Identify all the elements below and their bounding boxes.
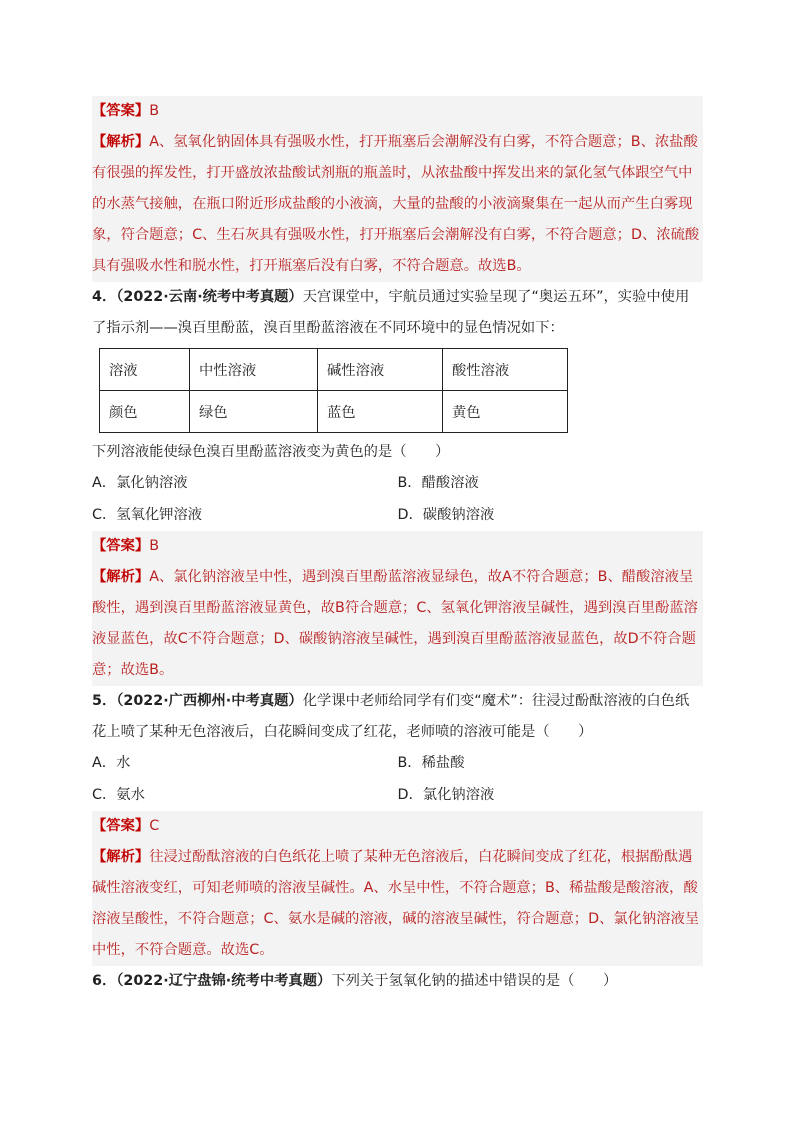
question-5 [92, 686, 703, 748]
q3-answer-line [92, 96, 703, 127]
explanation-text: A、氢氧化钠固体具有强吸水性，打开瓶塞后会潮解没有白雾，不符合题意；B、浓盐酸有很强的挥发性，打开盛放浓盐酸试剂瓶的瓶盖时，从浓盐酸中挥发出来的氯化氢气体跟空气中的水蒸气接触，在瓶口附近形成盐酸的小液滴，大量的盐酸的小液滴聚集在一起从而产生白雾现象，符合题意；C、生石灰具有强吸水性，打开瓶塞后会潮解没有白雾，不符合题意；D、浓硫酸具有强吸水性和脱水性，打开瓶塞后没有白雾，不符合题意。故选B。 [92, 134, 700, 274]
explanation-tag: 【解析】 [92, 569, 150, 585]
question-number: 6． [92, 973, 117, 989]
answer-tag: 【答案】 [92, 818, 150, 834]
question-4-options [92, 468, 703, 531]
q4-answer-block [92, 531, 703, 686]
option-c: C．氨水 [92, 786, 145, 803]
question-number: 5． [92, 693, 117, 709]
indicator-color-table [99, 348, 568, 433]
question-stem: 下列关于氢氧化钠的描述中错误的是（ ） [331, 973, 618, 989]
question-stem: 天宫课堂中，宇航员通过实验呈现了“奥运五环”，实验中使用了指示剂——溴百里酚蓝，溴百里酚蓝溶液在不同环境中的显色情况如下： [92, 289, 690, 336]
option-a: A．氯化钠溶液 [92, 475, 188, 491]
option-b: B．醋酸溶液 [397, 475, 479, 491]
page-content [92, 96, 703, 997]
table-cell: 绿色 [190, 391, 318, 433]
table-cell: 酸性溶液 [443, 349, 568, 391]
table-cell: 颜色 [100, 391, 190, 433]
explanation-tag: 【解析】 [92, 849, 150, 865]
question-5-options [92, 748, 703, 811]
question-source: （2022·云南·统考中考真题） [116, 289, 303, 305]
question-source: （2022·辽宁盘锦·统考中考真题） [116, 973, 332, 989]
question-6 [92, 966, 703, 997]
explanation-tag: 【解析】 [92, 134, 150, 150]
q3-answer-block [92, 96, 703, 282]
answer-value: B [149, 538, 159, 554]
table-cell: 黄色 [443, 391, 568, 433]
q5-answer-block [92, 811, 703, 966]
question-source: （2022·广西柳州·中考真题） [116, 693, 303, 709]
option-d: D．碳酸钠溶液 [397, 506, 495, 523]
explanation-text: A、氯化钠溶液呈中性，遇到溴百里酚蓝溶液显绿色，故A不符合题意；B、醋酸溶液呈酸性，遇到溴百里酚蓝溶液显黄色，故B符合题意；C、氢氧化钾溶液呈碱性，遇到溴百里酚蓝溶液显蓝色，故C不符合题意；D、碳酸钠溶液呈碱性，遇到溴百里酚蓝溶液显蓝色，故D不符合题意；故选B。 [92, 569, 698, 678]
question-4 [92, 282, 703, 344]
table-cell: 蓝色 [318, 391, 443, 433]
answer-tag: 【答案】 [92, 538, 150, 554]
table-cell: 碱性溶液 [318, 349, 443, 391]
question-number: 4． [92, 289, 117, 305]
option-b: B．稀盐酸 [397, 755, 465, 771]
explanation-text: 往浸过酚酞溶液的白色纸花上喷了某种无色溶液后，白花瞬间变成了红花，根据酚酞遇碱性溶液变红，可知老师喷的溶液呈碱性。A、水呈中性，不符合题意；B、稀盐酸是酸溶液，酸溶液呈酸性，不符合题意；C、氨水是碱的溶液，碱的溶液呈碱性，符合题意；D、氯化钠溶液呈中性，不符合题意。故选C。 [92, 849, 700, 958]
table-cell: 中性溶液 [190, 349, 318, 391]
q4-explanation [92, 569, 698, 678]
option-a: A．水 [92, 755, 131, 771]
option-c: C．氢氧化钾溶液 [92, 506, 203, 523]
q5-answer-line [92, 811, 703, 842]
answer-value: C [149, 818, 160, 834]
q3-explanation [92, 134, 699, 274]
answer-value: B [149, 103, 159, 119]
option-d: D．氯化钠溶液 [397, 786, 495, 803]
q4-answer-line [92, 531, 703, 562]
table-row [100, 391, 568, 433]
answer-tag: 【答案】 [92, 103, 150, 119]
q5-explanation [92, 849, 699, 958]
question-4-prompt: 下列溶液能使绿色溴百里酚蓝溶液变为黄色的是（ ） [92, 444, 450, 460]
table-cell: 溶液 [100, 349, 190, 391]
table-row [100, 349, 568, 391]
question-stem: 化学课中老师给同学有们变“魔术”：往浸过酚酞溶液的白色纸花上喷了某种无色溶液后，白花瞬间变成了红花，老师喷的溶液可能是（ ） [92, 693, 690, 740]
